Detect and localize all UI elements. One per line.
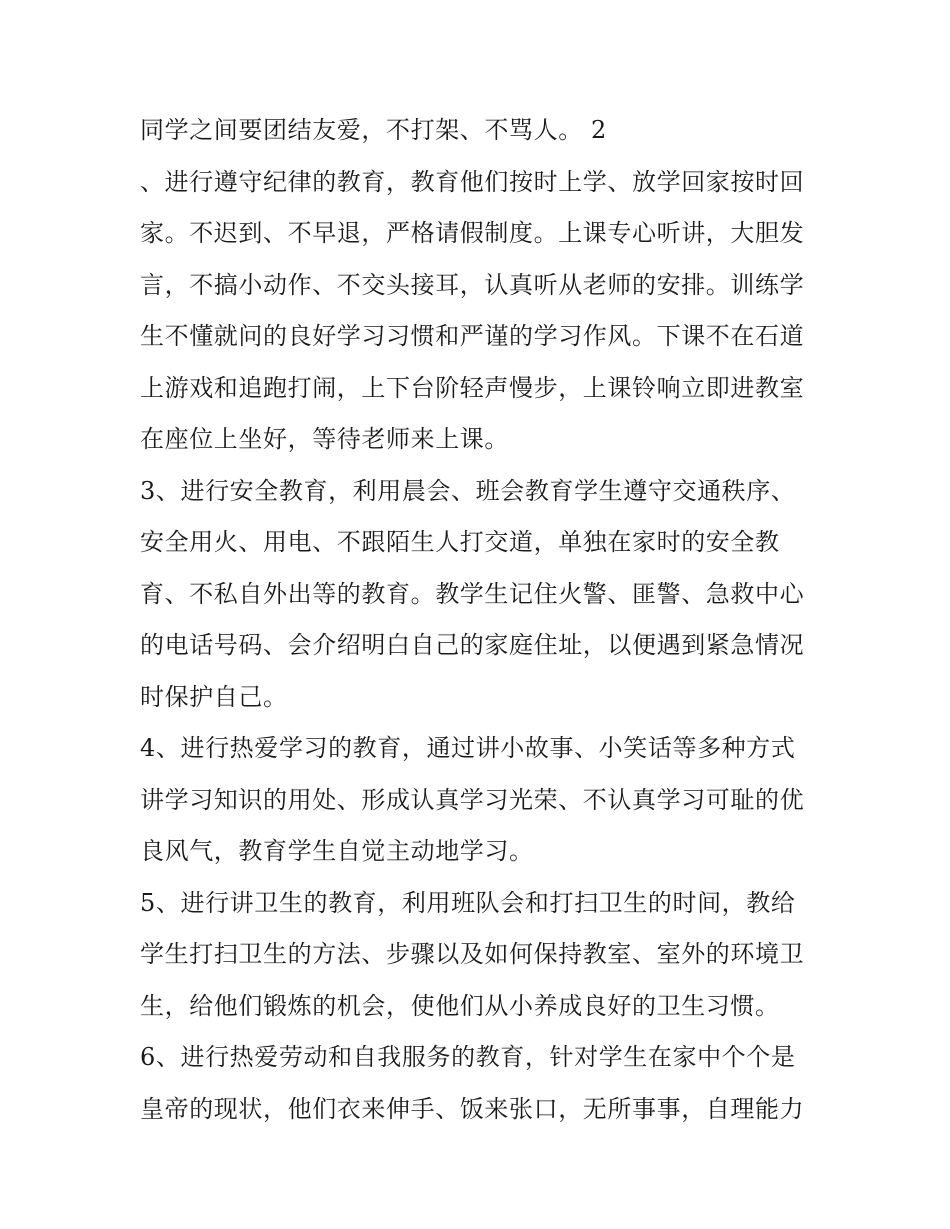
text-line: 生，给他们锻炼的机会，使他们从小养成良好的卫生习惯。 <box>140 991 780 1020</box>
text-line: 上游戏和追跑打闹，上下台阶轻声慢步，上课铃响立即进教室 <box>140 373 805 402</box>
text-line: 讲学习知识的用处、形成认真学习光荣、不认真学习可耻的优 <box>140 785 805 814</box>
text-line: 皇帝的现状，他们衣来伸手、饭来张口，无所事事，自理能力 <box>140 1094 805 1123</box>
text-line: 同学之间要团结友爱，不打架、不骂人。 2 <box>140 116 607 144</box>
text-line: 4、进行热爱学习的教育，通过讲小故事、小笑话等多种方式 <box>140 734 796 762</box>
text-line: 时保护自己。 <box>140 682 288 711</box>
text-line: 言，不搞小动作、不交头接耳，认真听从老师的安排。训练学 <box>140 270 805 299</box>
text-line: 、进行遵守纪律的教育，教育他们按时上学、放学回家按时回 <box>140 167 805 196</box>
text-line: 6、进行热爱劳动和自我服务的教育，针对学生在家中个个是 <box>140 1043 796 1071</box>
text-line: 育、不私自外出等的教育。教学生记住火警、匪警、急救中心 <box>140 579 805 608</box>
body-text <box>140 105 820 1135</box>
text-line: 在座位上坐好，等待老师来上课。 <box>140 425 509 453</box>
text-line: 3、进行安全教育，利用晨会、班会教育学生遵守交通秩序、 <box>140 476 796 505</box>
text-line: 家。不迟到、不早退，严格请假制度。上课专心听讲，大胆发 <box>140 219 805 247</box>
text-line: 学生打扫卫生的方法、步骤以及如何保持教室、室外的环境卫 <box>140 940 805 968</box>
text-line: 良风气，教育学生自觉主动地学习。 <box>140 837 534 865</box>
text-line: 5、进行讲卫生的教育，利用班队会和打扫卫生的时间，教给 <box>140 888 796 917</box>
text-line: 安全用火、用电、不跟陌生人打交道，单独在家时的安全教 <box>140 528 780 556</box>
text-line: 生不懂就问的良好学习习惯和严谨的学习作风。下课不在石道 <box>140 322 805 350</box>
text-line: 的电话号码、会介绍明白自己的家庭住址，以便遇到紧急情况 <box>140 631 805 659</box>
